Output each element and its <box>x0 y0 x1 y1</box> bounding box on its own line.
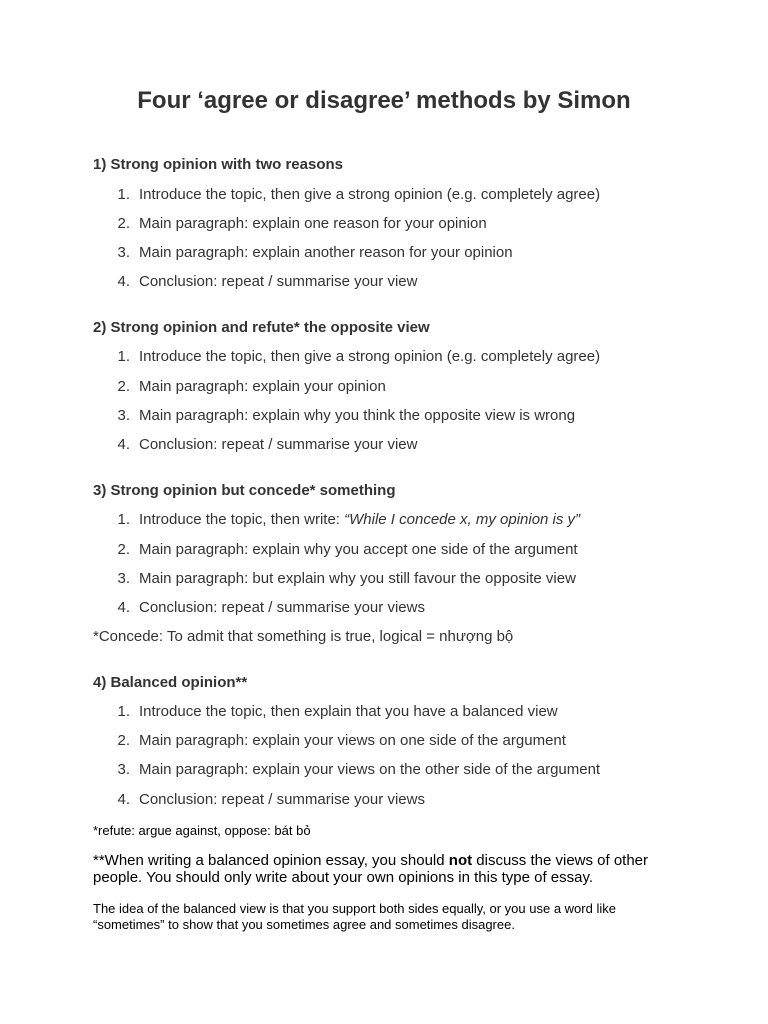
step-number: 4. <box>117 273 130 290</box>
concede-footnote: *Concede: To admit that something is true, logical = nhượng bộ <box>93 628 514 645</box>
step-quote: “While I concede x, my opinion is y” <box>344 511 581 528</box>
step-number: 1. <box>117 348 130 365</box>
section-3-heading: 3) Strong opinion but concede* something <box>93 482 396 499</box>
step-text: Introduce the topic, then explain that you have a balanced view <box>139 703 558 720</box>
step-number: 3. <box>117 407 130 424</box>
step-text-lead: Introduce the topic, then write: <box>139 511 345 528</box>
step-text: Main paragraph: explain why you accept one side of the argument <box>139 541 578 558</box>
step-number: 4. <box>117 599 130 616</box>
step-text: Main paragraph: explain why you think the opposite view is wrong <box>139 407 576 424</box>
refute-footnote: *refute: argue against, oppose: bát bỏ <box>93 823 311 838</box>
step-text: Main paragraph: explain your opinion <box>139 378 386 395</box>
balanced-note <box>93 852 683 886</box>
step-number: 2. <box>117 215 130 232</box>
step-number: 4. <box>117 436 130 453</box>
step-text: Conclusion: repeat / summarise your view <box>139 273 418 290</box>
section-4-heading: 4) Balanced opinion** <box>93 674 248 691</box>
step-text: Main paragraph: but explain why you still favour the opposite view <box>139 570 576 587</box>
balanced-note-lead: **When writing a balanced opinion essay, you should <box>93 852 449 869</box>
balanced-note-tail: discuss the views of other people. You should only write about your own opinions in this type of essay. <box>93 852 649 886</box>
balanced-note-emphasis: not <box>448 852 473 869</box>
step-text: Conclusion: repeat / summarise your views <box>139 599 425 616</box>
step-number: 1. <box>117 186 130 203</box>
step-number: 3. <box>117 570 130 587</box>
step-number: 2. <box>117 732 130 749</box>
closing-paragraph: The idea of the balanced view is that you support both sides equally, or you use a word like “sometimes” to show that you sometimes agree and sometimes disagree. <box>93 901 616 932</box>
step-number: 1. <box>117 703 130 720</box>
step-number: 4. <box>117 791 130 808</box>
step-number: 2. <box>117 378 130 395</box>
step-text: Conclusion: repeat / summarise your views <box>139 791 425 808</box>
step-number: 2. <box>117 541 130 558</box>
step-number: 3. <box>117 244 130 261</box>
step-text: Main paragraph: explain another reason for your opinion <box>139 244 513 261</box>
step-text: Main paragraph: explain your views on one side of the argument <box>139 732 566 749</box>
step-text <box>139 510 580 530</box>
step-text: Introduce the topic, then give a strong opinion (e.g. completely agree) <box>139 348 601 365</box>
section-1-heading: 1) Strong opinion with two reasons <box>93 156 343 173</box>
step-number: 1. <box>117 511 130 528</box>
step-text: Introduce the topic, then give a strong opinion (e.g. completely agree) <box>139 186 601 203</box>
step-number: 3. <box>117 761 130 778</box>
step-text: Main paragraph: explain your views on the other side of the argument <box>139 761 601 778</box>
step-text: Main paragraph: explain one reason for your opinion <box>139 215 487 232</box>
section-2-heading: 2) Strong opinion and refute* the opposite view <box>93 319 430 336</box>
step-text: Conclusion: repeat / summarise your view <box>139 436 418 453</box>
page-title: Four ‘agree or disagree’ methods by Simon <box>137 87 631 114</box>
